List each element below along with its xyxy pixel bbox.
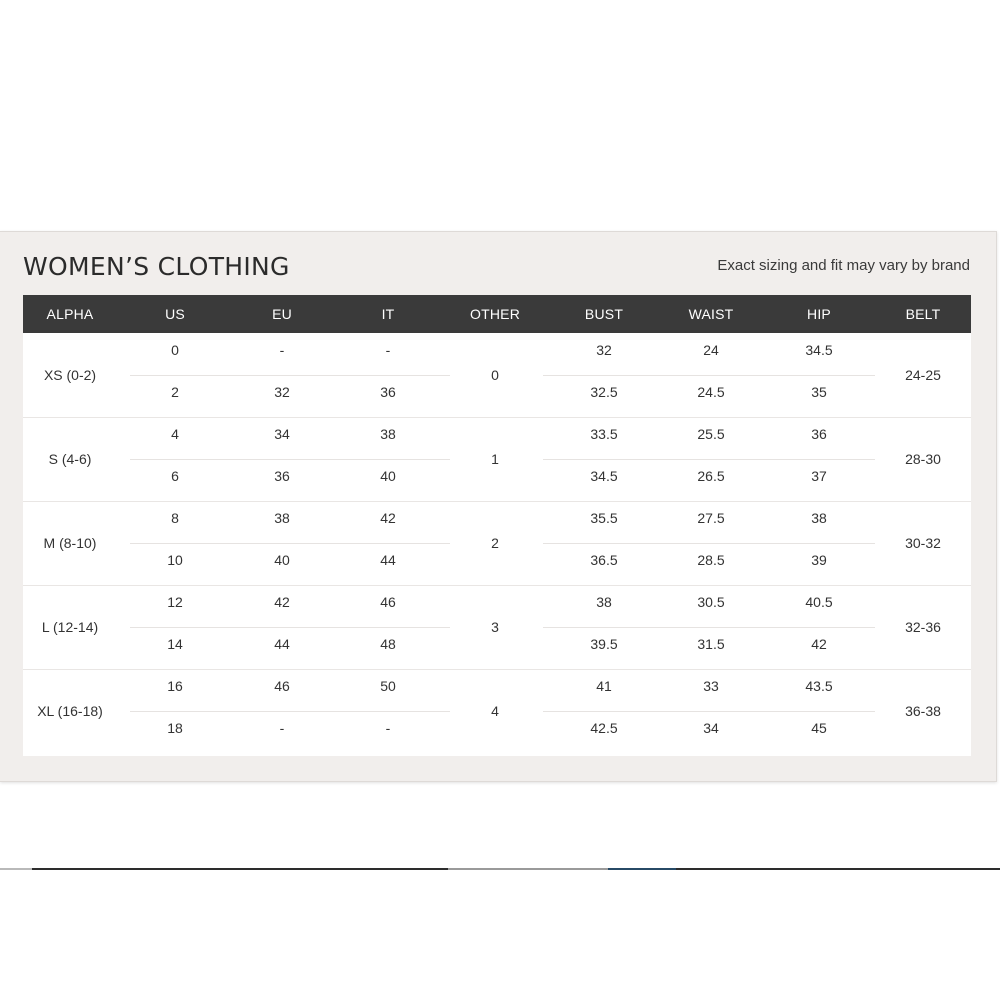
hip-value: 40.5 bbox=[805, 594, 833, 610]
waist-value: 27.5 bbox=[697, 510, 725, 526]
it-value: 38 bbox=[380, 426, 396, 442]
waist-value: 31.5 bbox=[697, 636, 725, 652]
header-bust: BUST bbox=[584, 306, 624, 322]
header-it: IT bbox=[381, 306, 395, 322]
us-value: 12 bbox=[167, 594, 183, 610]
size-group bbox=[23, 669, 971, 753]
alpha-size: L (12-14) bbox=[41, 619, 99, 635]
bottom-divider bbox=[0, 868, 1000, 870]
it-value: 46 bbox=[380, 594, 396, 610]
us-value: 0 bbox=[171, 342, 179, 358]
header-eu: EU bbox=[272, 306, 292, 322]
bust-value: 33.5 bbox=[590, 426, 618, 442]
us-value: 4 bbox=[171, 426, 179, 442]
hip-value: 38 bbox=[811, 510, 827, 526]
belt-size: 30-32 bbox=[905, 535, 941, 551]
eu-value: 34 bbox=[274, 426, 290, 442]
bust-value: 34.5 bbox=[590, 468, 618, 484]
bust-value: 39.5 bbox=[590, 636, 618, 652]
header-hip: HIP bbox=[807, 306, 831, 322]
bust-value: 35.5 bbox=[590, 510, 618, 526]
waist-value: 30.5 bbox=[697, 594, 725, 610]
waist-value: 24.5 bbox=[697, 384, 725, 400]
eu-value: 40 bbox=[274, 552, 290, 568]
belt-size: 32-36 bbox=[905, 619, 941, 635]
header-other: OTHER bbox=[470, 306, 520, 322]
size-group bbox=[23, 417, 971, 501]
waist-value: 33 bbox=[703, 678, 719, 694]
eu-value: - bbox=[279, 342, 285, 358]
it-value: - bbox=[385, 720, 391, 736]
hip-value: 35 bbox=[811, 384, 827, 400]
size-group bbox=[23, 501, 971, 585]
bust-value: 42.5 bbox=[590, 720, 618, 736]
hip-value: 39 bbox=[811, 552, 827, 568]
hip-value: 43.5 bbox=[805, 678, 833, 694]
table-header bbox=[23, 295, 971, 333]
bust-value: 38 bbox=[596, 594, 612, 610]
eu-value: 36 bbox=[274, 468, 290, 484]
header-us: US bbox=[165, 306, 185, 322]
us-value: 16 bbox=[167, 678, 183, 694]
other-size: 3 bbox=[491, 619, 499, 635]
alpha-size: S (4-6) bbox=[48, 451, 92, 467]
it-value: 42 bbox=[380, 510, 396, 526]
hip-value: 34.5 bbox=[805, 342, 833, 358]
us-value: 8 bbox=[171, 510, 179, 526]
hip-value: 37 bbox=[811, 468, 827, 484]
us-value: 2 bbox=[171, 384, 179, 400]
us-value: 10 bbox=[167, 552, 183, 568]
it-value: 48 bbox=[380, 636, 396, 652]
size-group bbox=[23, 333, 971, 417]
eu-value: - bbox=[279, 720, 285, 736]
it-value: 44 bbox=[380, 552, 396, 568]
us-value: 6 bbox=[171, 468, 179, 484]
belt-size: 36-38 bbox=[905, 703, 941, 719]
eu-value: 32 bbox=[274, 384, 290, 400]
bust-value: 36.5 bbox=[590, 552, 618, 568]
waist-value: 34 bbox=[703, 720, 719, 736]
size-group bbox=[23, 585, 971, 669]
us-value: 18 bbox=[167, 720, 183, 736]
it-value: - bbox=[385, 342, 391, 358]
belt-size: 24-25 bbox=[905, 367, 941, 383]
it-value: 50 bbox=[380, 678, 396, 694]
it-value: 36 bbox=[380, 384, 396, 400]
us-value: 14 bbox=[167, 636, 183, 652]
waist-value: 24 bbox=[703, 342, 719, 358]
eu-value: 46 bbox=[274, 678, 290, 694]
size-table bbox=[23, 295, 971, 756]
other-size: 4 bbox=[491, 703, 499, 719]
other-size: 2 bbox=[491, 535, 499, 551]
bust-value: 32.5 bbox=[590, 384, 618, 400]
table-body bbox=[23, 333, 971, 756]
alpha-size: M (8-10) bbox=[43, 535, 97, 551]
sizing-note: Exact sizing and fit may vary by brand bbox=[717, 257, 970, 274]
header-waist: WAIST bbox=[688, 306, 734, 322]
eu-value: 38 bbox=[274, 510, 290, 526]
hip-value: 36 bbox=[811, 426, 827, 442]
other-size: 1 bbox=[491, 451, 499, 467]
hip-value: 42 bbox=[811, 636, 827, 652]
waist-value: 26.5 bbox=[697, 468, 725, 484]
waist-value: 28.5 bbox=[697, 552, 725, 568]
header-belt: BELT bbox=[905, 306, 941, 322]
waist-value: 25.5 bbox=[697, 426, 725, 442]
it-value: 40 bbox=[380, 468, 396, 484]
hip-value: 45 bbox=[811, 720, 827, 736]
alpha-size: XL (16-18) bbox=[37, 703, 103, 719]
size-chart-card bbox=[0, 231, 997, 782]
chart-title: WOMEN’S CLOTHING bbox=[23, 252, 290, 281]
belt-size: 28-30 bbox=[905, 451, 941, 467]
header-alpha: ALPHA bbox=[46, 306, 94, 322]
eu-value: 42 bbox=[274, 594, 290, 610]
other-size: 0 bbox=[491, 367, 499, 383]
alpha-size: XS (0-2) bbox=[43, 367, 97, 383]
eu-value: 44 bbox=[274, 636, 290, 652]
bust-value: 32 bbox=[596, 342, 612, 358]
bust-value: 41 bbox=[596, 678, 612, 694]
